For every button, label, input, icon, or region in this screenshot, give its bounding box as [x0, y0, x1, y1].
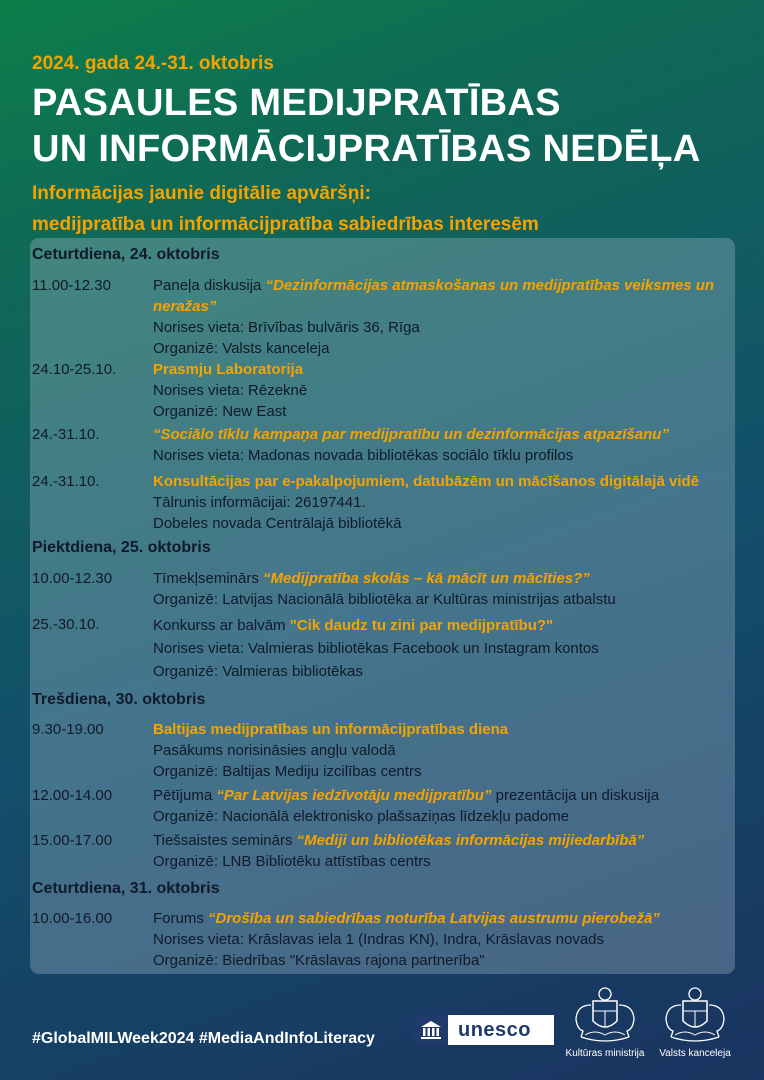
- event-type: Konkurss ar balvām: [153, 617, 290, 634]
- event-details: [153, 471, 743, 534]
- event-organizer: Organizē: New East: [153, 403, 287, 420]
- page-subtitle: [32, 178, 539, 240]
- state-chancellery-logo: [650, 985, 740, 1059]
- event-time: 11.00-12.30: [32, 277, 111, 294]
- event-time: 15.00-17.00: [32, 832, 113, 849]
- ministry-of-culture-logo: [560, 985, 650, 1059]
- event-type: Paneļa diskusija: [153, 277, 266, 294]
- event-location: Norises vieta: Rēzeknē: [153, 382, 308, 399]
- event-organizer: Organizē: Valsts kanceleja: [153, 340, 330, 357]
- coat-of-arms-icon: [567, 985, 643, 1045]
- day-heading: Trešdiena, 30. oktobris: [32, 691, 206, 708]
- event-location: Dobeles novada Centrālajā bibliotēkā: [153, 515, 402, 532]
- event-time: 10.00-12.30: [32, 570, 113, 587]
- event-time: 24.-31.10.: [32, 426, 100, 443]
- event-location: Norises vieta: Madonas novada bibliotēkas sociālo tīklu profilos: [153, 447, 574, 464]
- event-organizer: Organizē: LNB Bibliotēku attīstības centrs: [153, 853, 431, 870]
- event-title: [153, 785, 743, 806]
- chancellery-label: Valsts kanceleja: [659, 1048, 731, 1059]
- event-details: [153, 719, 743, 782]
- event-name: “Sociālo tīklu kampaņa par medijpratību un dezinformācijas atpazīšanu”: [153, 426, 669, 443]
- subtitle-line-1: Informācijas jaunie digitālie apvāršņi:: [32, 183, 371, 204]
- event-type: Forums: [153, 910, 209, 927]
- event-organizer: Organizē: Nacionālā elektronisko plašsaziņas līdzekļu padome: [153, 808, 570, 825]
- event-details: [153, 614, 743, 683]
- event-type: Pētījuma: [153, 787, 217, 804]
- event-location: Norises vieta: Krāslavas iela 1 (Indras KN), Indra, Krāslavas novads: [153, 931, 605, 948]
- event-details: [153, 830, 743, 872]
- event-time: 12.00-14.00: [32, 787, 113, 804]
- event-organizer: Organizē: Baltijas Mediju izcilības centrs: [153, 763, 422, 780]
- event-time: 24.10-25.10.: [32, 361, 117, 378]
- event-title: [153, 614, 743, 637]
- ministry-label: Kultūras ministrija: [565, 1048, 645, 1059]
- event-title: [153, 830, 743, 851]
- event-name: Baltijas medijpratības un informācijpratības diena: [153, 721, 509, 738]
- event-title: [153, 908, 743, 929]
- event-time: 9.30-19.00: [32, 721, 104, 738]
- day-heading: Ceturtdiena, 24. oktobris: [32, 246, 220, 263]
- event-name: “Drošība un sabiedrības noturība Latvijas austrumu pierobežā”: [208, 910, 660, 927]
- event-type: Tiešsaistes seminārs: [153, 832, 297, 849]
- unesco-logo: [414, 1015, 554, 1045]
- event-title: [153, 568, 743, 589]
- event-organizer: Organizē: Valmieras bibliotēkas: [153, 663, 363, 680]
- event-name: "Cik daudz tu zini par medijpratību?": [289, 617, 554, 634]
- event-name: “Par Latvijas iedzīvotāju medijpratību”: [216, 787, 492, 804]
- event-time: 10.00-16.00: [32, 910, 113, 927]
- event-location: Norises vieta: Brīvības bulvāris 36, Rīga: [153, 319, 420, 336]
- subtitle-line-2: medijpratība un informācijpratība sabiedrības interesēm: [32, 214, 539, 235]
- event-time: 25.-30.10.: [32, 616, 100, 633]
- event-type: Tīmekļseminārs: [153, 570, 264, 587]
- title-line-2: UN INFORMĀCIJPRATĪBAS NEDĒĻA: [32, 128, 701, 170]
- event-dates: 2024. gada 24.-31. oktobris: [32, 53, 274, 74]
- event-title: [153, 275, 743, 317]
- event-type-suffix: prezentācija un diskusija: [491, 787, 660, 804]
- event-phone: Tālrunis informācijai: 26197441.: [153, 494, 366, 511]
- hashtags: #GlobalMILWeek2024 #MediaAndInfoLiteracy: [32, 1030, 375, 1047]
- event-organizer: Organizē: Biedrības "Krāslavas rajona partnerība": [153, 952, 485, 969]
- event-language: Pasākums norisināsies angļu valodā: [153, 742, 396, 759]
- event-organizer: Organizē: Latvijas Nacionālā bibliotēka ar Kultūras ministrijas atbalstu: [153, 591, 616, 608]
- event-name: “Medijpratība skolās – kā mācīt un mācīties?”: [263, 570, 590, 587]
- event-details: [153, 785, 743, 827]
- page-title: [32, 80, 700, 172]
- day-heading: Piektdiena, 25. oktobris: [32, 539, 211, 556]
- event-details: [153, 275, 743, 359]
- event-name: Prasmju Laboratorija: [153, 361, 304, 378]
- event-name: Konsultācijas par e-pakalpojumiem, datubāzēm un mācīšanos digitālajā vidē: [153, 473, 699, 490]
- unesco-wordmark: unesco: [458, 1018, 532, 1041]
- event-details: [153, 908, 743, 971]
- event-details: [153, 424, 743, 466]
- day-heading: Ceturtdiena, 31. oktobris: [32, 880, 220, 897]
- event-name: “Mediji un bibliotēkas informācijas mijiedarbībā”: [296, 832, 645, 849]
- event-name: “Dezinformācijas atmaskošanas un medijpratības veiksmes un neražas”: [153, 277, 715, 315]
- unesco-temple-icon: [414, 1015, 448, 1045]
- event-location: Norises vieta: Valmieras bibliotēkas Facebook un Instagram kontos: [153, 640, 599, 657]
- title-line-1: PASAULES MEDIJPRATĪBAS: [32, 82, 561, 124]
- event-details: [153, 568, 743, 610]
- event-time: 24.-31.10.: [32, 473, 100, 490]
- event-details: [153, 359, 743, 422]
- coat-of-arms-icon: [657, 985, 733, 1045]
